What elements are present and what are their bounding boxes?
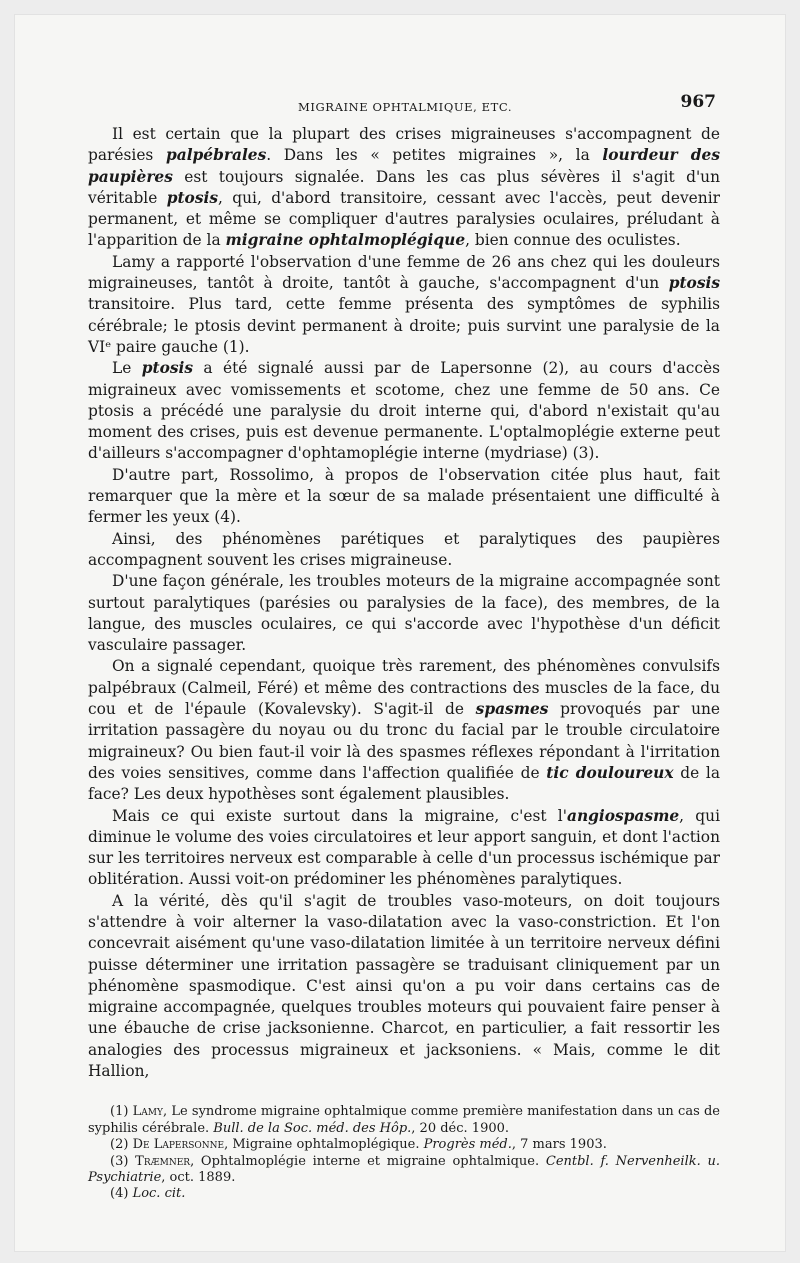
paragraph: On a signalé cependant, quoique très rarement, des phénomènes convulsifs palpébraux (Calmeil, Féré) et même des contractions des muscles de la face, du cou et de l'épaule (Kovalevsky). S'agit-il de spasmes provoqués par une irritation passagère du noyau ou du tronc du facial par le trouble circulatoire migraineux? Ou bien faut-il voir là des spasmes réflexes répondant à l'irritation des voies sensitives, comme dans l'affection qualifiée de tic douloureux de la face? Les deux hypothèses sont également plausibles. — [88, 657, 720, 804]
footnote: (1) Lamy, Le syndrome migraine ophtalmique comme première manifestation dans un cas de syphilis cérébrale. Bull. de la Soc. méd. des Hôp., 20 déc. 1900. — [88, 1104, 720, 1136]
body-text — [88, 124, 720, 1082]
paragraph: A la vérité, dès qu'il s'agit de troubles vaso-moteurs, on doit toujours s'attendre à voir alterner la vaso-dilatation avec la vaso-constriction. Et l'on concevrait aisément qu'une vaso-dilatation limitée à un territoire nerveux défini puisse déterminer une irritation passagère se traduisant cliniquement par un phénomène spasmodique. C'est ainsi qu'on a pu voir dans certains cas de migraine accompagnée, quelques troubles moteurs qui pouvaient faire penser à une ébauche de crise jacksonienne. Charcot, en particulier, a fait ressortir les analogies des processus migraineux et jacksoniens. « Mais, comme le dit Hallion, — [88, 891, 720, 1081]
paragraph: Mais ce qui existe surtout dans la migraine, c'est l'angiospasme, qui diminue le volume des voies circulatoires et leur apport sanguin, et dont l'action sur les territoires nerveux est comparable à celle d'un processus ischémique par oblitération. Aussi voit-on prédominer les phénomènes paralytiques. — [88, 806, 720, 889]
paragraph: Ainsi, des phénomènes parétiques et paralytiques des paupières accompagnent souvent les crises migraineuse. — [88, 529, 720, 569]
scanned-page — [14, 14, 786, 1252]
paragraph: Lamy a rapporté l'observation d'une femme de 26 ans chez qui les douleurs migraineuses, tantôt à droite, tantôt à gauche, s'accompagnent d'un ptosis transitoire. Plus tard, cette femme présenta des symptômes de syphilis cérébrale; le ptosis devint permanent à droite; puis survint une paralysie de la VIᵉ paire gauche (1). — [88, 252, 720, 356]
paragraph: D'autre part, Rossolimo, à propos de l'observation citée plus haut, fait remarquer que la mère et la sœur de sa malade présentaient une difficulté à fermer les yeux (4). — [88, 465, 720, 527]
page-content — [88, 92, 720, 1203]
paragraph: Le ptosis a été signalé aussi par de Lapersonne (2), au cours d'accès migraineux avec vomissements et scotome, chez une femme de 50 ans. Ce ptosis a précédé une paralysie du droit interne qui, d'abord n'existait qu'au moment des crises, puis est devenue permanente. L'optalmoplégie externe peut d'ailleurs s'accompagner d'ophtamoplégie interne (mydriase) (3). — [88, 359, 720, 463]
page-header — [88, 92, 720, 114]
running-title: MIGRAINE OPHTALMIQUE, ETC. — [298, 100, 513, 114]
footnotes — [88, 1104, 720, 1202]
footnote: (2) De Lapersonne, Migraine ophtalmoplégique. Progrès méd., 7 mars 1903. — [110, 1137, 607, 1153]
page-number: 967 — [680, 92, 716, 112]
footnote: (3) Træmner, Ophtalmoplégie interne et migraine ophtalmique. Centbl. f. Nervenheilk. u. Psychiatrie, oct. 1889. — [88, 1153, 720, 1185]
paragraph: Il est certain que la plupart des crises migraineuses s'accompagnent de parésies palpébrales. Dans les « petites migraines », la lourdeur des paupières est toujours signalée. Dans les cas plus sévères il s'agit d'un véritable ptosis, qui, d'abord transitoire, cessant avec l'accès, peut devenir permanent, et même se compliquer d'autres paralysies oculaires, préludant à l'apparition de la migraine ophtalmoplégique, bien connue des oculistes. — [88, 125, 720, 250]
footnote: (4) Loc. cit. — [110, 1186, 186, 1202]
paragraph: D'une façon générale, les troubles moteurs de la migraine accompagnée sont surtout paralytiques (parésies ou paralysies de la face), des membres, de la langue, des muscles oculaires, ce qui s'accorde avec l'hypothèse d'un déficit vasculaire passager. — [88, 572, 720, 655]
